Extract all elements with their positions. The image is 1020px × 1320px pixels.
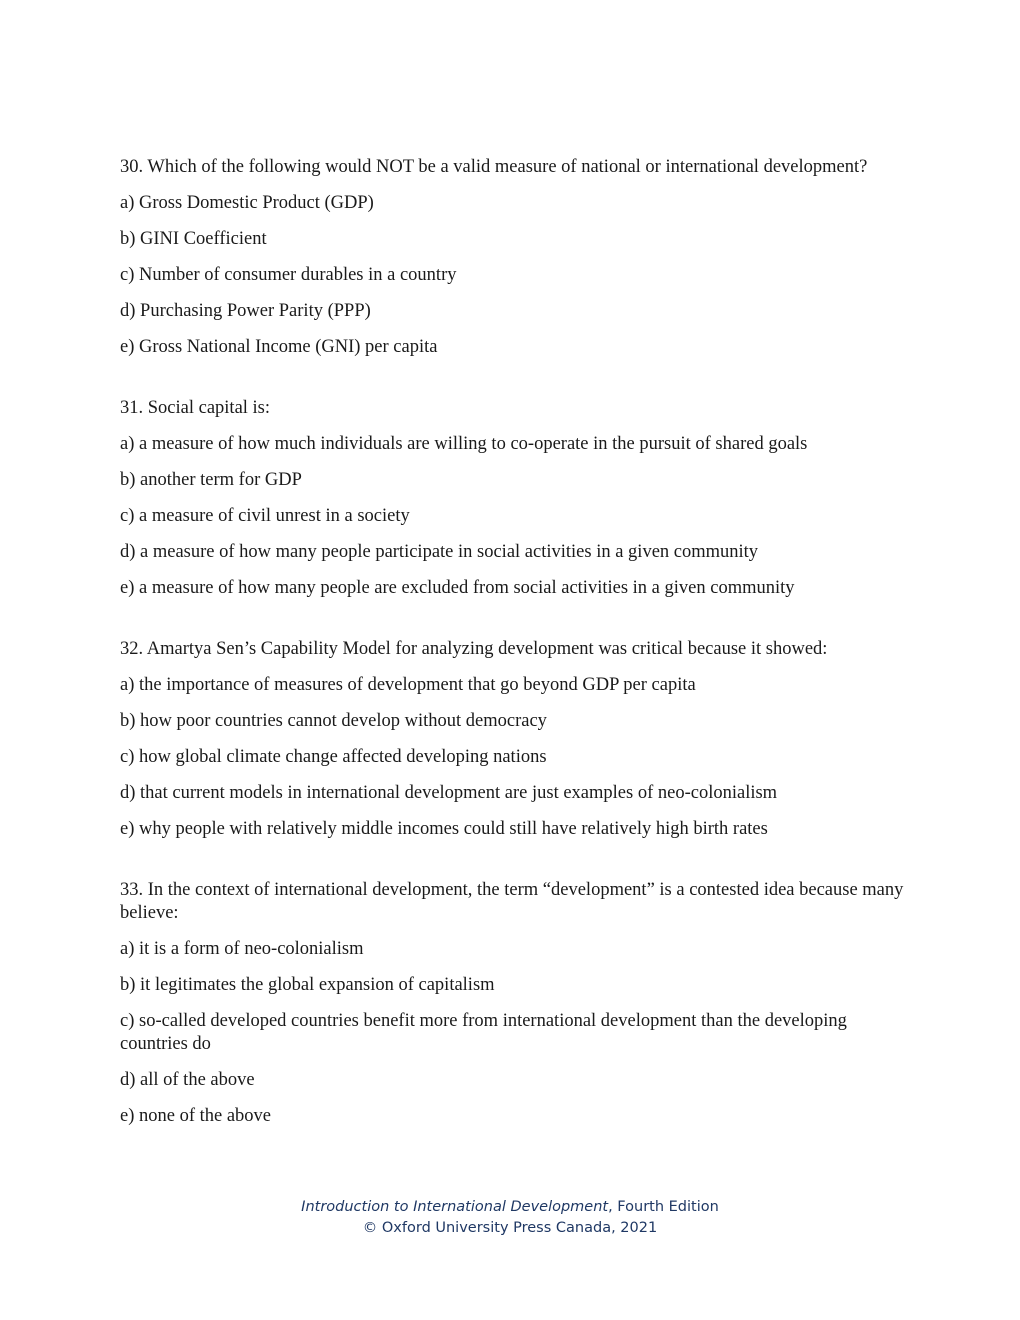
footer-book-title: Introduction to International Development [301,1199,609,1215]
document-body [120,156,910,1166]
footer-copyright: © Oxford University Press Canada, 2021 [362,1220,658,1236]
answer-option: d) Purchasing Power Parity (PPP) [120,301,371,321]
answer-option: d) all of the above [120,1070,255,1090]
answer-option: b) another term for GDP [120,470,302,490]
answer-option: e) Gross National Income (GNI) per capita [120,337,438,357]
answer-option: c) how global climate change affected developing nations [120,747,547,767]
answer-option: a) it is a form of neo-colonialism [120,939,364,959]
answer-option: b) GINI Coefficient [120,229,267,249]
question-33 [120,879,910,1128]
answer-option: e) why people with relatively middle incomes could still have relatively high birth rates [120,819,768,839]
answer-option: c) so-called developed countries benefit more from international development than the developing countries do [120,1011,847,1054]
answer-option: d) that current models in international development are just examples of neo-colonialism [120,783,778,803]
question-stem: 30. Which of the following would NOT be a valid measure of national or international development? [120,157,868,177]
question-stem: 31. Social capital is: [120,398,271,418]
footer-edition: , Fourth Edition [608,1199,719,1215]
question-stem: 33. In the context of international development, the term “development” is a contested idea because many believe: [120,880,904,923]
answer-option: d) a measure of how many people participate in social activities in a given community [120,542,759,562]
answer-option: a) the importance of measures of development that go beyond GDP per capita [120,675,696,695]
question-31 [120,397,910,600]
answer-option: e) a measure of how many people are excluded from social activities in a given community [120,578,795,598]
question-32 [120,638,910,841]
answer-option: e) none of the above [120,1106,272,1126]
answer-option: c) Number of consumer durables in a country [120,265,457,285]
answer-option: b) how poor countries cannot develop without democracy [120,711,547,731]
answer-option: a) Gross Domestic Product (GDP) [120,193,374,213]
question-stem: 32. Amartya Sen’s Capability Model for analyzing development was critical because it showed: [120,639,828,659]
answer-option: a) a measure of how much individuals are willing to co-operate in the pursuit of shared goals [120,434,808,454]
page-footer [0,1197,1020,1239]
footer-book-line [0,1197,1020,1218]
question-30 [120,156,910,359]
answer-option: c) a measure of civil unrest in a society [120,506,410,526]
answer-option: b) it legitimates the global expansion of capitalism [120,975,495,995]
